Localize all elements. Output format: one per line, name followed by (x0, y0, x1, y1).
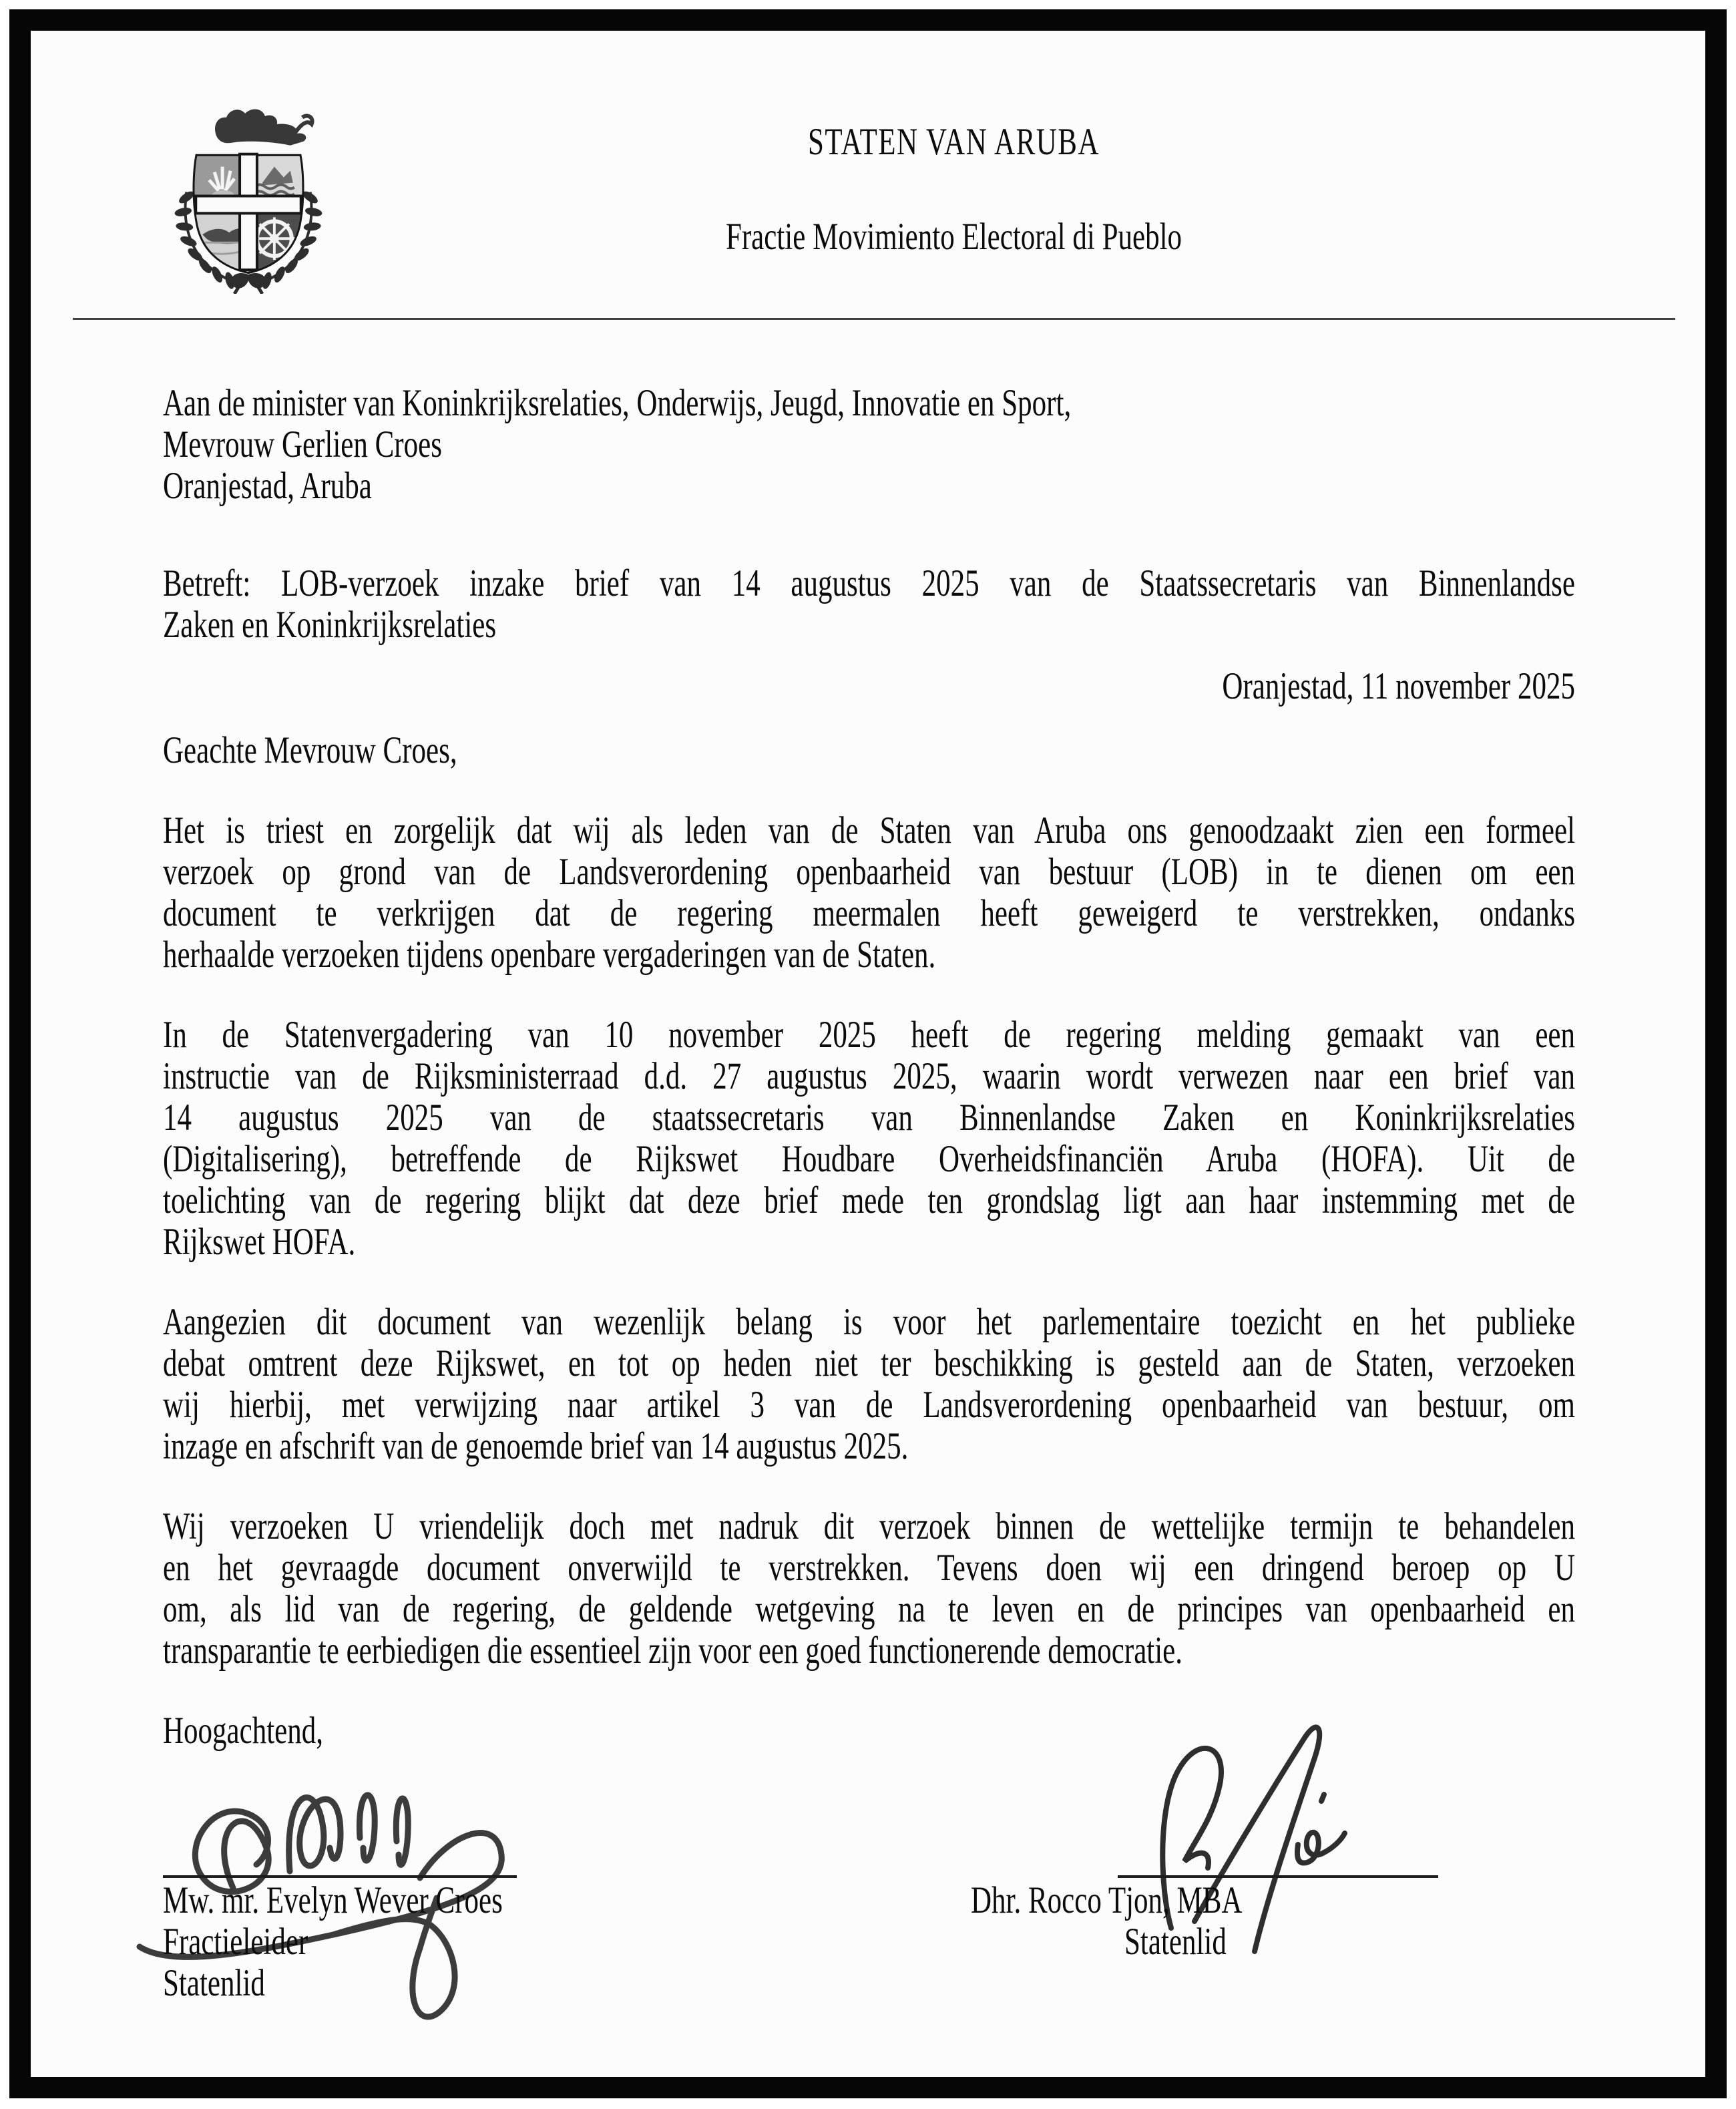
salutation: Geachte Mevrouw Croes, (163, 729, 457, 772)
text-line: inzage en afschrift van de genoemde brief van 14 augustus 2025. (163, 1425, 909, 1468)
paragraph (163, 1014, 1575, 1267)
page-border-frame (9, 9, 1727, 2098)
text-line: herhaalde verzoeken tijdens openbare vergaderingen van de Staten. (163, 934, 936, 976)
text-line: document te verkrijgen dat de regering meermalen heeft geweigerd te verstrekken, ondanks (163, 892, 1575, 935)
text-line: wij hierbij, met verwijzing naar artikel 3 van de Landsverordening openbaarheid van bestuur, om (163, 1384, 1575, 1426)
signer-role-right-1: Statenlid (1124, 1921, 1227, 1963)
closing: Hoogachtend, (163, 1710, 324, 1752)
lion-crest (215, 110, 306, 146)
text-line: verzoek op grond van de Landsverordening openbaarheid van bestuur (LOB) in te dienen om een (163, 851, 1575, 894)
text-line: transparantie te eerbiedigen die essentieel zijn voor een goed functionerende democratie. (163, 1629, 1183, 1672)
dateline: Oranjestad, 11 november 2025 (1222, 665, 1575, 708)
letter-content (31, 31, 1705, 2077)
signer-name-right: Dhr. Rocco Tjon, MBA (971, 1879, 1243, 1922)
ribbon-bow (231, 273, 266, 289)
recipient-block (163, 382, 1575, 511)
text-line: (Digitalisering), betreffende de Rijkswet Houdbare Overheidsfinanciën Aruba (HOFA). Uit de (163, 1138, 1575, 1181)
text-line: en het gevraagde document onverwijld te verstrekken. Tevens doen wij een dringend beroep op U (163, 1547, 1575, 1589)
letterhead (163, 98, 1575, 318)
header-divider (73, 318, 1675, 320)
text-line: Aan de minister van Koninkrijksrelaties, Onderwijs, Jeugd, Innovatie en Sport, (163, 382, 1072, 425)
text-line: In de Statenvergadering van 10 november 2025 heeft de regering melding gemaakt van een (163, 1014, 1575, 1057)
signer-role-left-2: Statenlid (163, 1962, 265, 2005)
signer-name-left: Mw. mr. Evelyn Wever Croes (163, 1879, 503, 1922)
text-line: Mevrouw Gerlien Croes (163, 423, 442, 466)
text-line: Wij verzoeken U vriendelijk doch met nadruk dit verzoek binnen de wettelijke termijn te behandelen (163, 1505, 1575, 1548)
text-line: om, als lid van de regering, de geldende wetgeving na te leven en de principes van openbaarheid en (163, 1588, 1575, 1631)
paragraph (163, 1505, 1575, 1676)
text-line: Zaken en Koninkrijksrelaties (163, 604, 497, 646)
text-line: Oranjestad, Aruba (163, 465, 372, 508)
text-line: Aangezien dit document van wezenlijk belang is voor het parlementaire toezicht en het publieke (163, 1301, 1575, 1344)
text-line: Het is triest en zorgelijk dat wij als leden van de Staten van Aruba ons genoodzaakt zien een formeel (163, 809, 1575, 852)
text-line: 14 augustus 2025 van de staatssecretaris van Binnenlandse Zaken en Koninkrijksrelaties (163, 1097, 1575, 1139)
organization-title: STATEN VAN ARUBA (807, 121, 1100, 164)
text-line: Rijkswet HOFA. (163, 1221, 356, 1264)
subject-block (163, 562, 1575, 650)
letter-body (163, 809, 1575, 1676)
text-line: Betreft: LOB-verzoek inzake brief van 14 augustus 2025 van de Staatssecretaris van Binnenlandse (163, 562, 1575, 605)
aruba-coat-of-arms-icon (164, 98, 333, 294)
paragraph (163, 1301, 1575, 1471)
signature-area (163, 1756, 1575, 2070)
paragraph (163, 809, 1575, 980)
signer-role-left-1: Fractieleider (163, 1921, 308, 1963)
text-line: instructie van de Rijksministerraad d.d. 27 augustus 2025, waarin wordt verwezen naar een brief van (163, 1055, 1575, 1098)
text-line: toelichting van de regering blijkt dat deze brief mede ten grondslag ligt aan haar instemming met de (163, 1179, 1575, 1222)
text-line: debat omtrent deze Rijkswet, en tot op heden niet ter beschikking is gesteld aan de Staten, verzoeken (163, 1342, 1575, 1385)
fraction-subtitle: Fractie Movimiento Electoral di Pueblo (725, 216, 1182, 258)
